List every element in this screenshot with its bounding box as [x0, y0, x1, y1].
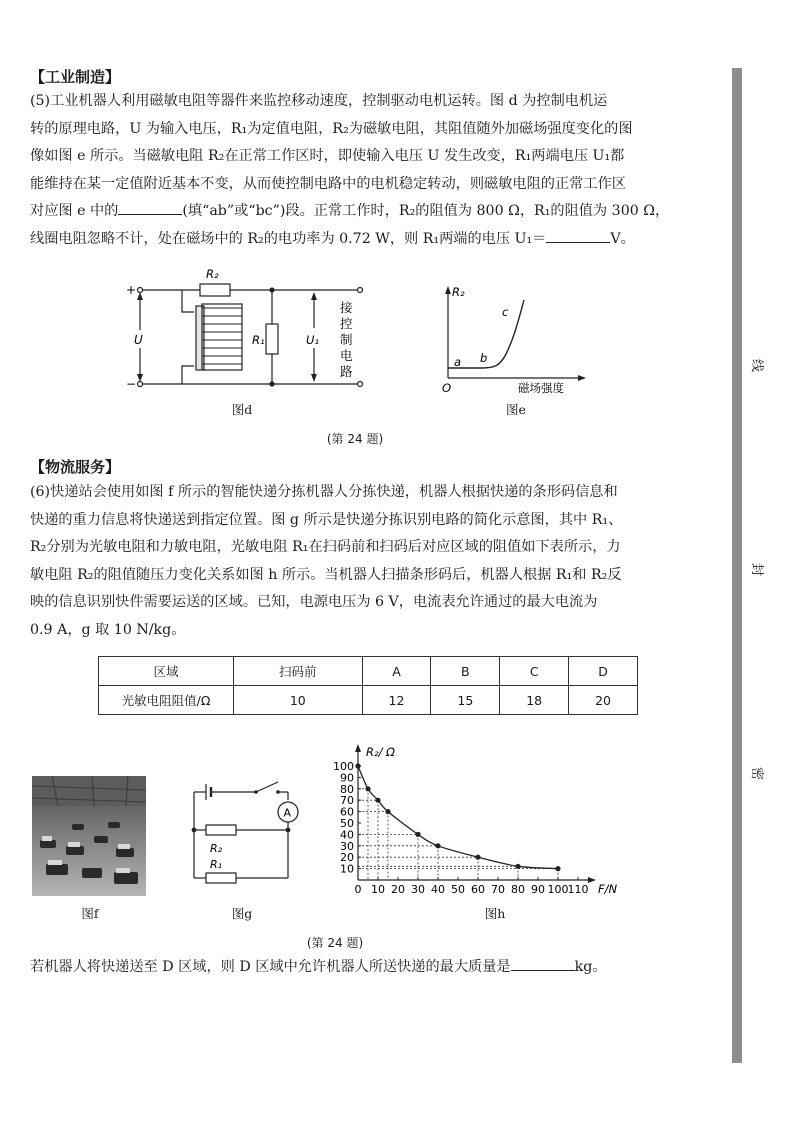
figure-g-caption: 图g	[231, 906, 253, 921]
chart-point	[385, 809, 390, 814]
figure-g-circuit	[180, 776, 310, 900]
x-tick-label: 100	[547, 883, 569, 896]
section-title-logistics: 【物流服务】	[30, 458, 121, 476]
industry-line-2: 转的原理电路，U 为输入电压，R₁为定值电阻，R₂为磁敏电阻，其阻值随外加磁场强度变化的图	[30, 120, 633, 137]
chart-point	[475, 855, 480, 860]
fig-d-minus-label: −	[126, 377, 137, 391]
table-header-cell: B	[431, 657, 500, 686]
figure-h-caption: 图h	[484, 906, 506, 921]
table-header-row	[99, 657, 638, 686]
industry-line-4: 能维持在某一定值附近基本不变，从而使控制电路中的电机稳定转动，则磁敏电阻的正常工作区	[30, 175, 626, 192]
table-cell: 15	[431, 686, 500, 715]
binding-margin-bar	[732, 68, 742, 1063]
table-cell: 18	[500, 686, 569, 715]
figure-d-caption: 图d	[231, 402, 253, 417]
y-tick-label: 10	[340, 862, 354, 876]
y-tick-label: 100	[333, 760, 354, 773]
answer-blank-mass[interactable]	[511, 954, 575, 971]
fig-g-r1-label: R₁	[210, 858, 223, 871]
fig-d-u-label: U	[134, 333, 143, 347]
answer-blank-segment[interactable]	[118, 198, 182, 215]
table-row	[99, 686, 638, 715]
y-tick-label: 40	[340, 828, 354, 842]
industry-line-6: 线圈电阻忽略不计，处在磁场中的 R₂的电功率为 0.72 W，则 R₁两端的电压 U₁＝ V。	[30, 226, 720, 254]
y-tick-label: 60	[340, 805, 354, 819]
fig-e-origin: O	[442, 381, 452, 395]
fig-d-plus-label: +	[126, 283, 137, 297]
y-tick-label: 80	[340, 782, 354, 796]
x-tick-label: 0	[354, 883, 362, 896]
x-tick-label: 110	[567, 883, 589, 896]
table-header-cell: A	[362, 657, 431, 686]
chart-point	[435, 843, 440, 848]
x-tick-label: 90	[531, 883, 545, 896]
fig-g-r2-label: R₂	[210, 842, 223, 855]
logistics-line-3: R₂分别为光敏电阻和力敏电阻，光敏电阻 R₁在扫码前和扫码后对应区域的阻值如下表所示，力	[30, 539, 621, 555]
question-label-top: (第 24 题)	[326, 432, 384, 446]
fig-d-r1-label: R₁	[252, 333, 265, 347]
table-header-cell: D	[569, 657, 638, 686]
logistics-line-2: 快递的重力信息将快递送到指定位置。图 g 所示是快递分拣识别电路的简化示意图，其中 R₁、	[30, 511, 623, 528]
chart-point	[355, 763, 360, 768]
industry-line-5: 对应图 e 中的 (填“ab”或“bc”)段。正常工作时，R₂的阻值为 800 Ω，R₁的阻值为 300 Ω，	[30, 198, 720, 226]
figure-f-caption: 图f	[81, 906, 99, 921]
resistance-table	[98, 656, 638, 715]
fig-e-point-b: b	[480, 351, 488, 365]
chart-ylabel: R₂/ Ω	[366, 745, 395, 759]
table-header-cell: 扫码前	[234, 657, 363, 686]
logistics-line-1: (6)快递站会使用如图 f 所示的智能快递分拣机器人分拣快递，机器人根据快递的条形码信息和	[30, 484, 618, 500]
figure-d-circuit	[118, 262, 378, 422]
chart-point	[375, 798, 380, 803]
fig-g-ammeter-label: A	[283, 806, 292, 820]
chart-xlabel: F/N	[598, 882, 618, 896]
answer-blank-u1[interactable]	[546, 226, 610, 243]
chart-x-arrow	[588, 877, 596, 883]
chart-y-arrow	[355, 744, 361, 752]
figure-e-graph	[426, 282, 606, 400]
margin-char-secret: 密	[749, 766, 765, 781]
table-header-cell: C	[500, 657, 569, 686]
fig-e-point-a: a	[454, 355, 462, 369]
y-tick-label: 20	[340, 851, 354, 865]
chart-point	[415, 832, 420, 837]
fig-e-ylabel: R₂	[452, 285, 465, 299]
svg-text:路: 路	[340, 364, 353, 379]
final-question-line: 若机器人将快递送至 D 区域，则 D 区域中允许机器人所送快递的最大质量是 kg。	[30, 954, 720, 982]
section-title-industry: 【工业制造】	[30, 68, 121, 86]
x-tick-label: 20	[391, 883, 405, 896]
figure-f-photo	[32, 776, 146, 896]
svg-text:制: 制	[340, 332, 353, 347]
table-cell: 12	[362, 686, 431, 715]
figure-h-chart	[330, 720, 640, 904]
x-tick-label: 30	[411, 883, 425, 896]
fig-e-xlabel: 磁场强度	[518, 381, 564, 395]
y-tick-label: 70	[340, 794, 354, 808]
fig-d-side-label	[340, 300, 353, 379]
x-tick-label: 80	[511, 883, 525, 896]
logistics-line-6: 0.9 A，g 取 10 N/kg。	[30, 621, 186, 638]
x-tick-label: 40	[431, 883, 445, 896]
fig-e-point-c: c	[502, 305, 509, 319]
chart-point	[515, 864, 520, 869]
table-cell: 20	[569, 686, 638, 715]
figure-e-caption: 图e	[506, 402, 526, 417]
x-tick-label: 70	[491, 883, 505, 896]
chart-point	[555, 866, 560, 871]
margin-char-seal: 封	[749, 562, 765, 577]
industry-line-1: (5)工业机器人利用磁敏电阻等器件来监控移动速度，控制驱动电机运转。图 d 为控制电机运	[30, 93, 608, 109]
table-header-cell: 区域	[99, 657, 234, 686]
x-tick-label: 10	[371, 883, 385, 896]
industry-line-3: 像如图 e 所示。当磁敏电阻 R₂在正常工作区时，即使输入电压 U 发生改变，R₁两端电压 U₁都	[30, 148, 625, 164]
y-tick-label: 50	[340, 817, 354, 830]
table-cell: 10	[234, 686, 363, 715]
x-tick-label: 60	[471, 883, 485, 896]
margin-char-line: 线	[749, 358, 765, 373]
svg-text:电: 电	[340, 348, 353, 363]
svg-text:控: 控	[340, 316, 353, 331]
svg-text:接: 接	[340, 300, 353, 315]
logistics-line-4: 敏电阻 R₂的阻值随压力变化关系如图 h 所示。当机器人扫描条形码后，机器人根据 R₁和 R₂反	[30, 566, 622, 583]
logistics-paragraph	[30, 479, 720, 644]
industry-paragraph	[30, 88, 720, 253]
x-tick-label: 50	[451, 883, 465, 896]
y-tick-label: 90	[340, 771, 354, 785]
fig-d-r2-label: R₂	[206, 267, 219, 281]
fig-d-u1-label: U₁	[306, 333, 320, 347]
y-tick-label: 30	[340, 839, 354, 853]
table-row-label: 光敏电阻阻值/Ω	[99, 686, 234, 715]
question-label-bottom: (第 24 题)	[306, 936, 364, 950]
chart-point	[365, 786, 370, 791]
logistics-line-5: 映的信息识别快件需要运送的区域。已知，电源电压为 6 V，电流表允许通过的最大电流为	[30, 594, 598, 610]
